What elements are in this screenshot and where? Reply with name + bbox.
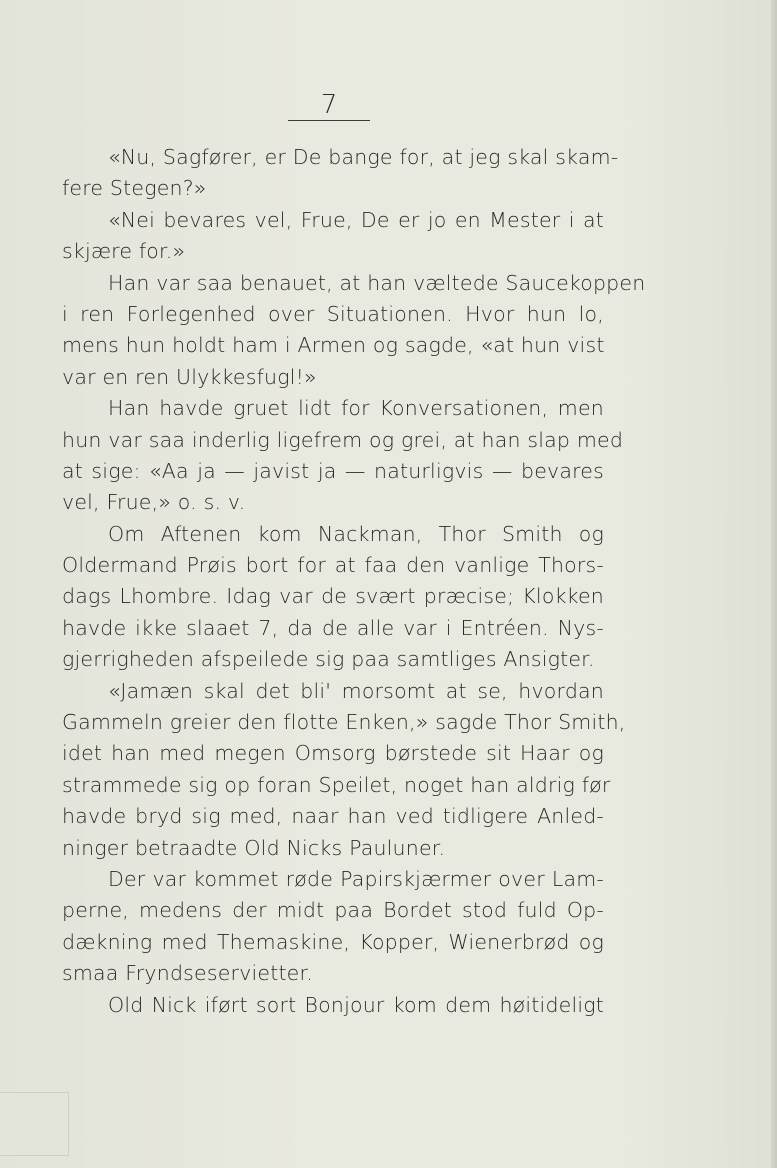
text-line: hun var saa inderlig ligefrem og grei, at han slap med: [62, 427, 624, 452]
text-line: havde ikke slaaet 7, da de alle var i Entréen. Nys-: [62, 615, 604, 640]
page-number: 7: [288, 90, 370, 121]
text-line: perne, medens der midt paa Bordet stod fuld Op-: [62, 898, 604, 923]
text-line: Om Aftenen kom Nackman, Thor Smith og: [108, 521, 604, 546]
library-stamp: [0, 1092, 69, 1156]
text-line: vel, Frue,» o. s. v.: [62, 490, 246, 515]
text-line: Han havde gruet lidt for Konversationen, men: [108, 396, 604, 421]
text-line: skjære for.»: [62, 239, 186, 264]
text-line: smaa Fryndseservietter.: [62, 961, 313, 986]
text-line: Oldermand Prøis bort for at faa den vanlige Thors-: [62, 553, 604, 578]
page-edge: [771, 0, 777, 1168]
text-line: Han var saa benauet, at han væltede Saucekoppen: [108, 270, 646, 295]
text-line: dækning med Themaskine, Kopper, Wienerbrød og: [62, 929, 604, 954]
text-line: ninger betraadte Old Nicks Pauluner.: [62, 835, 446, 860]
text-line: dags Lhombre. Idag var de svært præcise; Klokken: [62, 584, 604, 609]
text-line: Der var kommet røde Papirskjærmer over Lam-: [108, 866, 604, 891]
text-line: Gammeln greier den flotte Enken,» sagde Thor Smith,: [62, 710, 626, 735]
text-line: i ren Forlegenhed over Situationen. Hvor hun lo,: [62, 301, 604, 326]
text-line: «Jamæn skal det bli' morsomt at se, hvordan: [108, 678, 604, 703]
text-line: mens hun holdt ham i Armen og sagde, «at hun vist: [62, 333, 605, 358]
text-line: «Nu, Sagfører, er De bange for, at jeg skal skam-: [108, 145, 619, 169]
text-line: havde bryd sig med, naar han ved tidligere Anled-: [62, 804, 604, 829]
text-line: idet han med megen Omsorg børstede sit Haar og: [62, 741, 604, 766]
text-line: strammede sig op foran Speilet, noget han aldrig før: [62, 772, 611, 797]
text-line: Old Nick iført sort Bonjour kom dem høitideligt: [108, 992, 604, 1017]
body-text: [62, 142, 646, 1021]
text-line: fere Stegen?»: [62, 176, 207, 201]
text-line: gjerrigheden afspeilede sig paa samtliges Ansigter.: [62, 647, 595, 672]
text-line: var en ren Ulykkesfugl!»: [62, 364, 317, 389]
text-line: «Nei bevares vel, Frue, De er jo en Mester i at: [108, 207, 604, 232]
text-line: at sige: «Aa ja — javist ja — naturligvis — bevares: [62, 458, 604, 483]
